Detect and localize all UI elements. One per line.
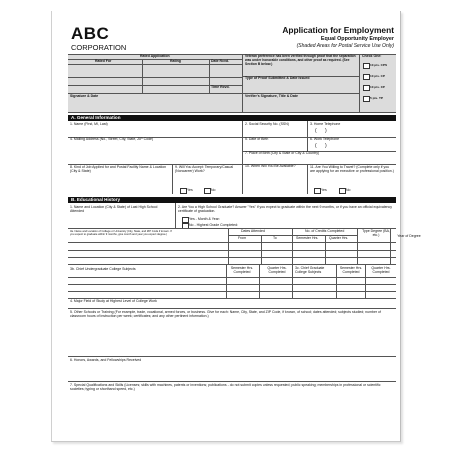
option-5-tp: 5 pts. TP xyxy=(370,96,383,100)
dates-attended-header: Dates Attended xyxy=(241,229,265,233)
undergrad-semester-hours-header: Semester Hrs. Completed xyxy=(230,266,254,275)
undergrad-quarter-hours-header: Quarter Hrs. Completed xyxy=(267,266,287,275)
rated-application-header: Rated Application xyxy=(140,54,170,58)
application-form-page xyxy=(51,11,421,442)
check-one-label: Check One: xyxy=(362,54,382,58)
work-phone-area-code[interactable]: ( ) xyxy=(315,143,327,149)
checkbox-5-tp[interactable] xyxy=(363,96,370,102)
option-10-cps: 10 pts. CPS xyxy=(370,63,388,67)
form-note: (Shaded Areas for Postal Service Use Only) xyxy=(296,43,394,49)
a11-no-label: No xyxy=(346,188,351,192)
checkbox-10-cps[interactable] xyxy=(363,63,370,69)
semester-hours-header: Semester Hrs. xyxy=(296,236,319,240)
section-a-title: A. General Information xyxy=(71,115,121,120)
checkbox-10-cp[interactable] xyxy=(363,74,370,80)
a8-job-applied-label: 8. Kind of Job Applied for and Postal Facility Name & Location (City & State) xyxy=(70,165,167,174)
grad-semester-hours-header: Semester Hrs. Completed xyxy=(339,266,363,275)
checkbox-10-xp[interactable] xyxy=(363,85,370,91)
company-division: CORPORATION xyxy=(71,43,127,52)
b4-major-field-label: 4. Major Field of Study at Highest Level of College Work xyxy=(70,299,157,303)
b3b-undergraduate-subjects-label: 3b. Chief Undergraduate College Subjects xyxy=(70,267,136,271)
veteran-preference-text: Veteran preference has been verified through proof that the separation was under honorable conditions, and other proof as required. (See Section B below.) xyxy=(245,54,356,66)
b3c-graduate-subjects-label: 3c. Chief Graduate College Subjects xyxy=(295,266,325,275)
b1-high-school-label: 1. Name and Location (City & State) of Last High School Attended xyxy=(70,205,158,214)
a3-home-phone-label: 3. Home Telephone xyxy=(310,122,341,126)
a9-yes-checkbox[interactable] xyxy=(180,188,187,194)
a9-no-checkbox[interactable] xyxy=(204,188,211,194)
rated-for-label: Rated For xyxy=(95,59,112,63)
quarter-hours-header: Quarter Hrs. xyxy=(329,236,349,240)
home-phone-area-code[interactable]: ( ) xyxy=(315,128,327,134)
rating-label: Rating xyxy=(170,59,181,63)
a7-birth-place-label: 7. Place of Birth (City & State or City & Country) xyxy=(245,151,320,155)
a9-no-label: No xyxy=(211,188,216,192)
form-subtitle: Equal Opportunity Employer xyxy=(320,36,394,42)
b5-other-schools-label: 5. Other Schools or Training (For example, trade, vocational, armed forces, or business. Give for each: Name, City, State, and ZIP Code, if known, of school; dates attended; subjects studied; number of classroom hours of instruction per week; certificates; and any other pertinent information.) xyxy=(70,310,381,319)
from-header: From xyxy=(238,236,247,240)
section-a-header xyxy=(68,115,396,121)
year-degree-header: Year of Degree xyxy=(397,234,421,238)
a11-travel-label: 11. Are You Willing to Travel? (Complete only if you are applying for an executive or professional position.) xyxy=(310,165,394,174)
company-logo-name: ABC xyxy=(71,24,110,43)
time-received-label: Time Rcvd. xyxy=(211,85,230,89)
to-header: To xyxy=(273,236,277,240)
verifier-signature-label: Verifier's Signature, Title & Date xyxy=(245,94,298,98)
signature-date-label: Signature & Date xyxy=(70,94,99,98)
a2-ssn-label: 2. Social Security No. (SSN) xyxy=(245,122,289,126)
a11-yes-label: Yes xyxy=(321,188,327,192)
b2-yes-month-year-label: Yes - Month & Year: xyxy=(189,217,220,221)
a4-mailing-address-label: 4. Mailing Address (No., Street, City, State, ZIP Code) xyxy=(70,137,154,141)
date-received-label: Date Rcvd. xyxy=(211,59,230,63)
a10-availability-label: 10. When Will You Be Available? xyxy=(245,164,296,168)
b7-special-qualifications-label: 7. Special Qualifications and Skills (Licenses; skills with machines, patents or inventions; publications - do not submit copies unless requested; public speaking; memberships in professional or scientific societies; typing or shorthand speed, etc.) xyxy=(70,383,381,392)
option-10-cp: 10 pts. CP xyxy=(370,74,385,78)
b3a-college-label: 3a. Name and Location of College or University (City, State, and ZIP Code if known. If you expect to graduate within 9 months, give month and year you expect degree.) xyxy=(70,230,172,237)
section-b-title: B. Educational History xyxy=(71,197,121,202)
section-b-header xyxy=(68,197,396,203)
proof-type-label: Type of Proof Submitted & Date Issued xyxy=(245,76,310,80)
option-10-xp: 10 pts. XP xyxy=(370,85,385,89)
form-title: Application for Employment xyxy=(282,25,394,35)
a11-no-checkbox[interactable] xyxy=(339,188,346,194)
b6-honors-awards-label: 6. Honors, Awards, and Fellowships Received xyxy=(70,358,142,362)
a11-yes-checkbox[interactable] xyxy=(314,188,321,194)
a9-yes-label: Yes xyxy=(187,188,193,192)
a1-name-label: 1. Name (First, MI, Last) xyxy=(70,122,108,126)
a9-accept-temporary-label: 9. Will You Accept: Temporary/Casual (Noncareer) Work? xyxy=(175,165,234,174)
type-degree-header: Type Degree (BA, etc.) xyxy=(362,229,390,237)
a6-work-phone-label: 6. Work Telephone xyxy=(310,137,340,141)
grad-quarter-hours-header: Quarter Hrs. Completed xyxy=(371,266,391,275)
b2-no-highest-grade-label: No - Highest Grade Completed: xyxy=(189,223,239,227)
a5-birth-date-label: 5. Date of Birth xyxy=(245,137,269,141)
credits-completed-header: No. of Credits Completed xyxy=(305,229,345,233)
b2-high-school-graduate-label: 2. Are You a High School Graduate? Answer "Yes" if you expect to graduate within the next 9 months, or if you have an official equivalency certificate of graduation. xyxy=(178,205,392,214)
